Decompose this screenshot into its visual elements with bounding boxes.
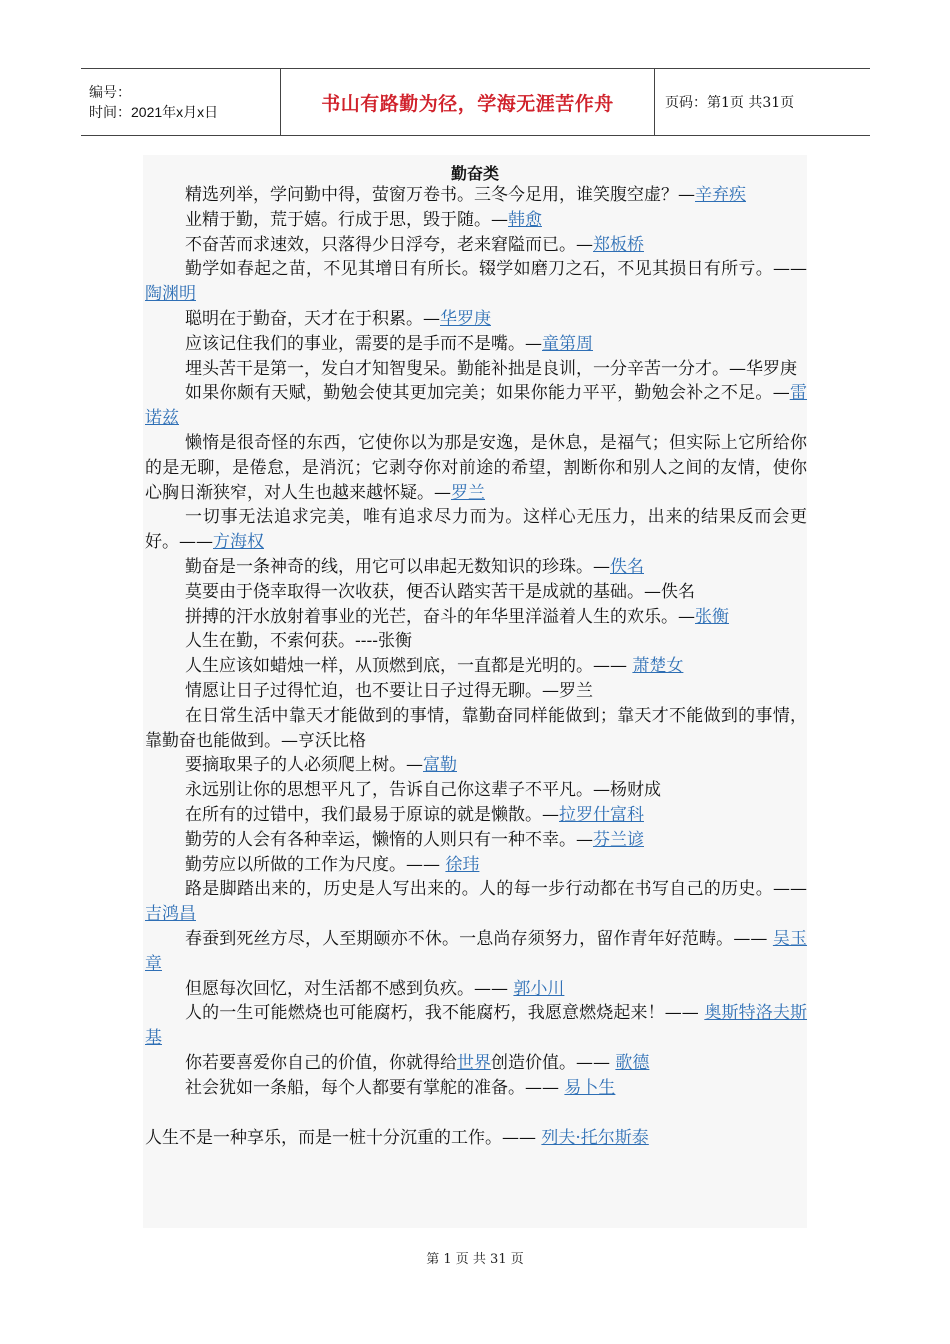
quote-item <box>143 233 807 258</box>
quote-item <box>143 257 807 307</box>
author-link[interactable]: 罗兰 <box>451 482 485 503</box>
author-link[interactable]: 列夫·托尔斯泰 <box>541 1128 649 1149</box>
author-link[interactable]: 萧楚女 <box>632 656 684 677</box>
author-link[interactable]: 陶渊明 <box>145 284 196 305</box>
quote-item <box>143 332 807 357</box>
quote-item <box>143 431 807 505</box>
quote-item <box>143 704 807 754</box>
author-link[interactable]: 华罗庚 <box>440 308 491 329</box>
quote-text: 拼搏的汗水放射着事业的光芒，奋斗的年华里洋溢着人生的欢乐。— <box>185 606 695 627</box>
quote-text: 如果你颇有天赋，勤勉会使其更加完美；如果你能力平平，勤勉会补之不足。— <box>185 383 790 404</box>
quote-text: 不奋苦而求速效，只落得少日浮夸，老来窘隘而已。— <box>185 234 593 255</box>
quote-text: 春蚕到死丝方尽，人至期颐亦不休。一息尚存须努力，留作青年好范畴。—— <box>185 928 773 949</box>
quote-text: 懒惰是很奇怪的东西，它使你以为那是安逸，是休息，是福气；但实际上它所给你的是无聊，是倦怠，是消沉；它剥夺你对前途的希望，割断你和别人之间的友情，使你心胸日渐狭窄，对人生也越来越怀疑。— <box>145 432 807 503</box>
quote-item <box>143 977 807 1002</box>
quote-item <box>143 753 807 778</box>
quote-item <box>143 927 807 977</box>
quote-text: 应该记住我们的事业，需要的是手而不是嘴。— <box>185 333 542 354</box>
quote-item <box>143 828 807 853</box>
page-code: 页码：第1页 共31页 <box>665 95 795 111</box>
quote-text: 聪明在于勤奋，天才在于积累。— <box>185 308 440 329</box>
page-title: 勤奋类 <box>450 164 499 183</box>
author-link[interactable]: 拉罗什富科 <box>559 804 644 825</box>
quote-item <box>143 629 807 654</box>
author-link[interactable]: 吴玉章 <box>145 928 808 974</box>
quote-item <box>143 679 807 704</box>
document-body <box>143 155 807 1228</box>
number-label: 编号： <box>89 84 131 100</box>
author-link[interactable]: 方海权 <box>213 532 264 553</box>
author-link[interactable]: 童第周 <box>542 333 593 354</box>
author-link[interactable]: 郭小川 <box>513 978 565 999</box>
quote-item <box>143 654 807 679</box>
quote-text: 人生应该如蜡烛一样，从顶燃到底，一直都是光明的。—— <box>185 656 633 677</box>
author-link[interactable]: 富勒 <box>423 755 457 776</box>
header-page-cell <box>655 69 870 135</box>
quote-item <box>143 853 807 878</box>
quote-text: 勤劳应以所做的工作为尺度。—— <box>185 854 446 875</box>
header-meta <box>81 69 281 135</box>
quote-item <box>143 877 807 927</box>
quote-item <box>143 555 807 580</box>
quote-text-continued: 创造价值。—— <box>491 1052 616 1073</box>
blank-line <box>143 1100 807 1126</box>
quote-text: 在日常生活中靠天才能做到的事情，靠勤奋同样能做到；靠天才不能做到的事情，靠勤奋也能做到。—亨沃比格 <box>145 705 807 751</box>
quote-text: 人的一生可能燃烧也可能腐朽，我不能腐朽，我愿意燃烧起来！—— <box>185 1003 705 1024</box>
quote-item <box>143 1076 807 1101</box>
quote-text: 但愿每次回忆，对生活都不感到负疚。—— <box>185 978 514 999</box>
quote-item <box>143 605 807 630</box>
quote-item <box>143 778 807 803</box>
quote-item <box>143 1001 807 1051</box>
author-link[interactable]: 吉鸿昌 <box>145 904 196 925</box>
author-link[interactable]: 郑板桥 <box>593 234 644 255</box>
quote-text: 人生在勤，不索何获。----张衡 <box>185 631 412 652</box>
author-link[interactable]: 奥斯特洛夫斯基 <box>145 1003 808 1049</box>
quote-item <box>143 357 807 382</box>
date-label: 时间：2021年x月x日 <box>89 104 219 120</box>
quote-text: 永远别让你的思想平凡了，告诉自己你这辈子不平凡。—杨财成 <box>185 780 661 801</box>
quote-text: 社会犹如一条船，每个人都要有掌舵的准备。—— <box>185 1077 565 1098</box>
header-table <box>81 68 870 136</box>
quote-list <box>143 183 807 1100</box>
quote-item <box>143 580 807 605</box>
quote-item <box>143 381 807 431</box>
header-motto-cell <box>281 69 655 135</box>
quote-text: 勤劳的人会有各种幸运，懒惰的人则只有一种不幸。— <box>185 829 593 850</box>
quote-text: 要摘取果子的人必须爬上树。— <box>185 755 423 776</box>
quote-item <box>143 208 807 233</box>
author-link[interactable]: 张衡 <box>695 606 729 627</box>
quote-text: 埋头苦干是第一，发白才知智叟呆。勤能补拙是良训，一分辛苦一分才。—华罗庚 <box>185 358 797 379</box>
author-link[interactable]: 易卜生 <box>564 1077 616 1098</box>
author-link[interactable]: 韩愈 <box>508 209 542 230</box>
quote-text: 你若要喜爱你自己的价值，你就得给 <box>185 1052 457 1073</box>
author-link[interactable]: 佚名 <box>610 556 644 577</box>
last-quote <box>143 1126 807 1151</box>
quote-text: 勤奋是一条神奇的线，用它可以串起无数知识的珍珠。— <box>185 556 610 577</box>
quote-text: 在所有的过错中，我们最易于原谅的就是懒散。— <box>185 804 559 825</box>
author-link[interactable]: 歌德 <box>615 1052 650 1073</box>
quote-item <box>143 505 807 555</box>
author-link[interactable]: 徐玮 <box>445 854 480 875</box>
inline-link[interactable]: 世界 <box>457 1052 491 1073</box>
quote-text: 勤学如春起之苗，不见其增日有所长。辍学如磨刀之石，不见其损日有所亏。—— <box>185 259 807 280</box>
quote-text: 莫要由于侥幸取得一次收获，便否认踏实苦干是成就的基础。—佚名 <box>185 581 695 602</box>
quote-text: 精选列举，学问勤中得，萤窗万卷书。三冬今足用，谁笑腹空虚？— <box>185 185 695 205</box>
quote-text: 人生不是一种享乐，而是一桩十分沉重的工作。—— <box>145 1128 542 1149</box>
author-link[interactable]: 芬兰谚 <box>593 829 644 850</box>
author-link[interactable]: 雷诺兹 <box>145 383 808 429</box>
quote-item <box>143 803 807 828</box>
quote-text: 路是脚踏出来的，历史是人写出来的。人的每一步行动都在书写自己的历史。—— <box>185 879 807 900</box>
page-footer: 第 1 页 共 31 页 <box>426 1252 524 1267</box>
quote-item <box>143 307 807 332</box>
motto: 书山有路勤为径，学海无涯苦作舟 <box>321 92 614 115</box>
quote-text: 一切事无法追求完美，唯有追求尽力而为。这样心无压力，出来的结果反而会更好。—— <box>145 507 807 553</box>
quote-item <box>143 1051 807 1076</box>
quote-text: 业精于勤，荒于嬉。行成于思，毁于随。— <box>185 209 508 230</box>
author-link[interactable]: 辛弃疾 <box>695 185 746 205</box>
quote-item <box>143 183 807 208</box>
quote-text: 情愿让日子过得忙迫，也不要让日子过得无聊。—罗兰 <box>185 680 593 701</box>
